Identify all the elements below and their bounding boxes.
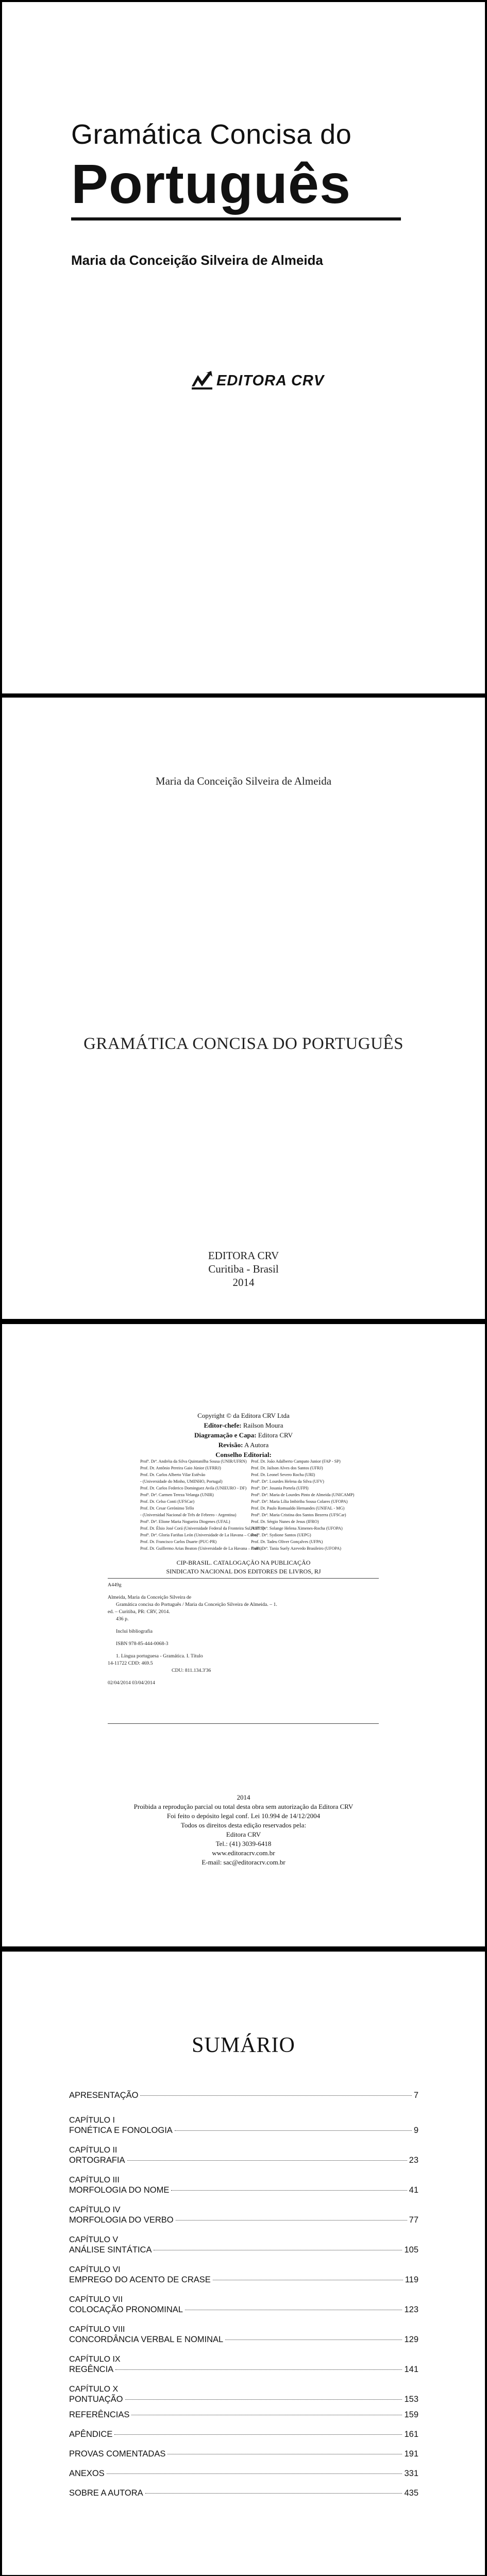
summary-line	[69, 2245, 418, 2255]
summary-page-number: 191	[404, 2449, 418, 2459]
board-member: Prof. Dr. Élsio José Corá (Universidade Federal da Fronteira Sul, UFFS)	[140, 1526, 264, 1531]
cip-top-rule	[108, 1578, 379, 1579]
summary-entry-title: APRESENTAÇÃO	[69, 2091, 139, 2100]
imprint-city: Curitiba - Brasil	[208, 1263, 279, 1275]
cip-subjects-1: 1. Língua portuguesa - Gramática. I. Título	[116, 1653, 203, 1659]
cip-subjects-2: 14-11722 CDD: 469.5	[108, 1660, 153, 1666]
cip-line: Almeida, Maria da Conceição Silveira de	[108, 1595, 192, 1600]
summary-line	[69, 2185, 418, 2195]
summary-chapter-label: CAPÍTULO IX	[69, 2355, 121, 2364]
board-member: Prof. Dr. Tadeu Oliver Gonçalves (UFPA)	[251, 1539, 323, 1544]
footer-line: www.editoracrv.com.br	[212, 1849, 275, 1857]
summary-page-number: 119	[405, 2275, 418, 2284]
summary-entry[interactable]	[69, 2384, 418, 2404]
board-member: Prof. Dr. Francisco Carlos Duarte (PUC-PR)	[140, 1539, 217, 1544]
review-value: A Autora	[244, 1441, 269, 1449]
cip-heading-1: CIP-BRASIL. CATALOGAÇÃO NA PUBLICAÇÃO	[176, 1559, 311, 1566]
board-member: Profª. Drª. Andréia da Silva Quintanilha Sousa (UNIR/UFRN)	[140, 1459, 247, 1464]
board-member: Prof. Dr. Cesar Gerónimo Tello	[140, 1506, 194, 1511]
publisher-logo	[191, 371, 324, 391]
board-member: Profª. Drª. Gloria Fariñas León (Universidade de La Havana – Cuba)	[140, 1533, 258, 1537]
board-member: Profª. Drª. Carmen Tereza Velanga (UNIR)	[140, 1493, 214, 1497]
summary-entry-title: FONÉTICA E FONOLOGIA	[69, 2126, 173, 2135]
crv-arrow-logo-icon	[191, 371, 213, 391]
imprint-publisher: EDITORA CRV	[208, 1249, 279, 1262]
summary-line	[69, 2365, 418, 2375]
summary-entry[interactable]	[69, 2410, 418, 2420]
review-label: Revisão:	[218, 1441, 243, 1449]
imprint-year: 2014	[232, 1276, 255, 1289]
summary-entry[interactable]	[69, 2449, 418, 2459]
summary-entry-title: EMPREGO DO ACENTO DE CRASE	[69, 2275, 211, 2284]
summary-chapter-label: CAPÍTULO III	[69, 2176, 120, 2184]
summary-line	[69, 2275, 418, 2285]
summary-entry[interactable]	[69, 2488, 418, 2498]
summary-leader-dots	[175, 2130, 412, 2131]
copyright-page	[2, 1324, 485, 1946]
summary-entry[interactable]	[69, 2235, 418, 2255]
summary-leader-dots	[107, 2473, 402, 2474]
board-member: Profª. Drª. Solange Helena Ximenes-Rocha (UFOPA)	[251, 1526, 343, 1531]
summary-entry-title: REFERÊNCIAS	[69, 2410, 130, 2419]
summary-page-number: 153	[404, 2395, 418, 2404]
summary-entry[interactable]	[69, 2091, 418, 2100]
summary-leader-dots	[176, 2220, 407, 2221]
summary-line	[69, 2126, 418, 2136]
summary-entry[interactable]	[69, 2115, 418, 2136]
summary-line	[69, 2410, 418, 2420]
footer-line: Todos os direitos desta edição reservados pela:	[180, 1821, 307, 1829]
cover-title-line1: Gramática Concisa do	[71, 119, 352, 150]
cip-dates: 02/04/2014 03/04/2014	[108, 1680, 155, 1686]
summary-line	[69, 2395, 418, 2404]
summary-page-number: 331	[404, 2469, 418, 2478]
summary-entry-title: ANÁLISE SINTÁTICA	[69, 2245, 152, 2255]
title-page-title: GRAMÁTICA CONCISA DO PORTUGUÊS	[83, 1035, 404, 1053]
summary-entry[interactable]	[69, 2469, 418, 2479]
summary-leader-dots	[145, 2493, 402, 2494]
cip-bottom-rule	[108, 1723, 379, 1724]
summary-entry-title: ORTOGRAFIA	[69, 2156, 125, 2165]
editor-label: Editor-chefe:	[204, 1421, 242, 1429]
summary-page-number: 141	[404, 2365, 418, 2374]
design-credit	[2, 1430, 485, 1440]
board-member: Prof. Dr. Leonel Severo Rocha (URI)	[251, 1472, 315, 1477]
board-member: Prof. Dr. Paulo Romualdo Hernandes (UNIFAL - MG)	[251, 1506, 345, 1511]
board-member: Prof. Dr. Carlos Alberto Vilar Estêvão	[140, 1472, 206, 1477]
footer-line: Editora CRV	[226, 1831, 261, 1838]
summary-leader-dots	[114, 2434, 402, 2435]
summary-leader-dots	[115, 2369, 402, 2370]
summary-page-number: 9	[413, 2126, 418, 2135]
board-member: Profª. Drª. Lourdes Helena da Silva (UFV)	[251, 1479, 324, 1484]
board-member: Prof. Dr. Antônio Pereira Gaio Júnior (UFRRJ)	[140, 1466, 221, 1470]
summary-entry-title: COLOCAÇÃO PRONOMINAL	[69, 2305, 183, 2314]
editorial-board	[140, 1458, 357, 1552]
cip-line: Gramática concisa do Português / Maria da Conceição Silveira de Almeida. – 1.	[116, 1602, 277, 1607]
cip-heading-2: SINDICATO NACIONAL DOS EDITORES DE LIVROS, RJ	[166, 1568, 321, 1575]
summary-entry[interactable]	[69, 2295, 418, 2315]
summary-entry[interactable]	[69, 2175, 418, 2195]
board-member: Profª. Drª. Maria de Lourdes Pinto de Almeida (UNICAMP)	[251, 1493, 355, 1497]
summary-entry[interactable]	[69, 2354, 418, 2375]
board-member: Profª. Drª. Maria Lília Imbiriba Sousa Colares (UFOPA)	[251, 1499, 348, 1504]
board-member: Prof. Dr. Jailson Alves dos Santos (UFRJ)	[251, 1466, 323, 1470]
summary-chapter-label: CAPÍTULO IV	[69, 2206, 121, 2214]
summary-entry[interactable]	[69, 2430, 418, 2439]
board-member: - (Universidade do Minho, UMINHO, Portugal)	[140, 1479, 223, 1484]
summary-entry-title: PROVAS COMENTADAS	[69, 2449, 166, 2459]
summary-line	[69, 2335, 418, 2345]
summary-page-number: 23	[409, 2156, 418, 2165]
cip-isbn: ISBN 978-85-444-0068-3	[116, 1641, 169, 1647]
summary-chapter-label: CAPÍTULO I	[69, 2116, 115, 2125]
design-label: Diagramação e Capa:	[194, 1431, 257, 1439]
editor-credit	[2, 1420, 485, 1430]
board-member: Profª. Drª. Maria Cristina dos Santos Bezerra (UFSCar)	[251, 1513, 346, 1517]
summary-entry-title: REGÊNCIA	[69, 2365, 114, 2374]
footer-year: 2014	[237, 1793, 250, 1801]
summary-entry-title: APÊNDICE	[69, 2430, 113, 2439]
summary-entry[interactable]	[69, 2145, 418, 2165]
board-member: Profª. Drª. Josania Portela (UFPI)	[251, 1486, 309, 1490]
editor-value: Railson Moura	[243, 1421, 283, 1429]
review-credit	[2, 1440, 485, 1450]
title-page	[2, 698, 485, 1319]
footer-line: Foi feito o depósito legal conf. Lei 10.994 de 14/12/2004	[166, 1812, 321, 1820]
summary-page-number: 161	[404, 2430, 418, 2439]
cip-subjects-3: CDU: 811.134.3'36	[172, 1668, 211, 1673]
summary-chapter-label: CAPÍTULO VI	[69, 2265, 121, 2274]
footer-line: Proibida a reprodução parcial ou total desta obra sem autorização da Editora CRV	[133, 1803, 354, 1810]
summary-line	[69, 2091, 418, 2100]
editorial-board-right	[251, 1458, 357, 1552]
cover-page	[2, 2, 485, 693]
summary-page-number: 105	[404, 2245, 418, 2255]
design-value: Editora CRV	[258, 1431, 293, 1439]
summary-page-number: 123	[404, 2305, 418, 2314]
summary-entry-title: ANEXOS	[69, 2469, 105, 2478]
editorial-board-left	[140, 1458, 264, 1552]
board-member: Prof. Dr. Celso Conti (UFSCar)	[140, 1499, 195, 1504]
footer-line: E-mail: sac@editoracrv.com.br	[201, 1858, 286, 1866]
summary-line	[69, 2469, 418, 2479]
cip-line: ed. – Curitiba, PR: CRV, 2014.	[108, 1609, 170, 1615]
summary-page-number: 77	[409, 2215, 418, 2225]
summary-leader-dots	[171, 2190, 407, 2191]
summary-page-number: 159	[404, 2410, 418, 2419]
cover-author: Maria da Conceição Silveira de Almeida	[71, 252, 323, 268]
summary-page-number: 7	[413, 2091, 418, 2100]
summary-chapter-label: CAPÍTULO X	[69, 2385, 119, 2394]
summary-entry-title: MORFOLOGIA DO VERBO	[69, 2215, 174, 2225]
board-label: Conselho Editorial:	[215, 1451, 272, 1459]
board-member: Profª. Drª. Sydione Santos (UEPG)	[251, 1533, 311, 1537]
summary-line	[69, 2215, 418, 2225]
summary-leader-dots	[125, 2399, 402, 2400]
cip-code: A449g	[108, 1582, 122, 1588]
summary-line	[69, 2449, 418, 2459]
summary-entry[interactable]	[69, 2325, 418, 2345]
summary-chapter-label: CAPÍTULO VII	[69, 2295, 123, 2304]
summary-entry-title: SOBRE A AUTORA	[69, 2488, 143, 2498]
summary-leader-dots	[127, 2160, 407, 2161]
summary-page	[2, 1952, 485, 2575]
summary-line	[69, 2430, 418, 2439]
board-member: Prof. Dr. João Adalberto Campato Junior (FAP - SP)	[251, 1459, 341, 1464]
summary-leader-dots	[140, 2095, 411, 2096]
summary-chapter-label: CAPÍTULO V	[69, 2235, 119, 2244]
summary-entry[interactable]	[69, 2205, 418, 2225]
cip-heading	[2, 1558, 485, 1576]
board-member: Profª. Drª. Elione Maria Nogueira Diogenes (UFAL)	[140, 1519, 230, 1524]
cip-biblio: Inclui bibliografia	[116, 1629, 153, 1634]
summary-entry-title: PONTUAÇÃO	[69, 2395, 123, 2404]
summary-line	[69, 2305, 418, 2315]
title-page-author: Maria da Conceição Silveira de Almeida	[155, 775, 332, 787]
cover-title-line2: Português	[71, 152, 351, 215]
summary-page-number: 129	[404, 2335, 418, 2344]
summary-chapter-label: CAPÍTULO VIII	[69, 2325, 125, 2334]
cip-record	[108, 1582, 379, 1687]
cover-divider	[71, 217, 401, 221]
copyright-footer	[2, 1793, 485, 1867]
summary-line	[69, 2488, 418, 2498]
summary-entry-title: CONCORDÂNCIA VERBAL E NOMINAL	[69, 2335, 224, 2344]
publisher-logo-text: EDITORA CRV	[216, 372, 325, 389]
summary-page-number: 41	[409, 2185, 418, 2195]
cip-line: 436 p.	[116, 1616, 129, 1622]
summary-chapter-label: CAPÍTULO II	[69, 2146, 117, 2155]
board-member: Profª. Drª. Tania Suely Azevedo Brasileiro (UFOPA)	[251, 1546, 341, 1551]
title-page-imprint	[2, 1249, 485, 1289]
copyright-line: Copyright © da Editora CRV Ltda	[197, 1412, 290, 1419]
board-member: Prof. Dr. Carlos Federico Dominguez Avila (UNIEURO - DF)	[140, 1486, 247, 1490]
summary-page-number: 435	[404, 2488, 418, 2498]
footer-line: Tel.: (41) 3039-6418	[215, 1840, 272, 1848]
summary-entry[interactable]	[69, 2265, 418, 2285]
board-member: Prof. Dr. Sérgio Nunes de Jesus (IFRO)	[251, 1519, 319, 1524]
board-member: - (Universidad Nacional de Três de Febrero - Argentina)	[140, 1513, 237, 1517]
board-member: Prof. Dr. Guillermo Arias Beaton (Universidade de La Havana – Cuba)	[140, 1546, 262, 1551]
summary-title: SUMÁRIO	[192, 2033, 295, 2057]
summary-line	[69, 2156, 418, 2165]
summary-entry-title: MORFOLOGIA DO NOME	[69, 2185, 170, 2195]
copyright-credits	[2, 1411, 485, 1460]
